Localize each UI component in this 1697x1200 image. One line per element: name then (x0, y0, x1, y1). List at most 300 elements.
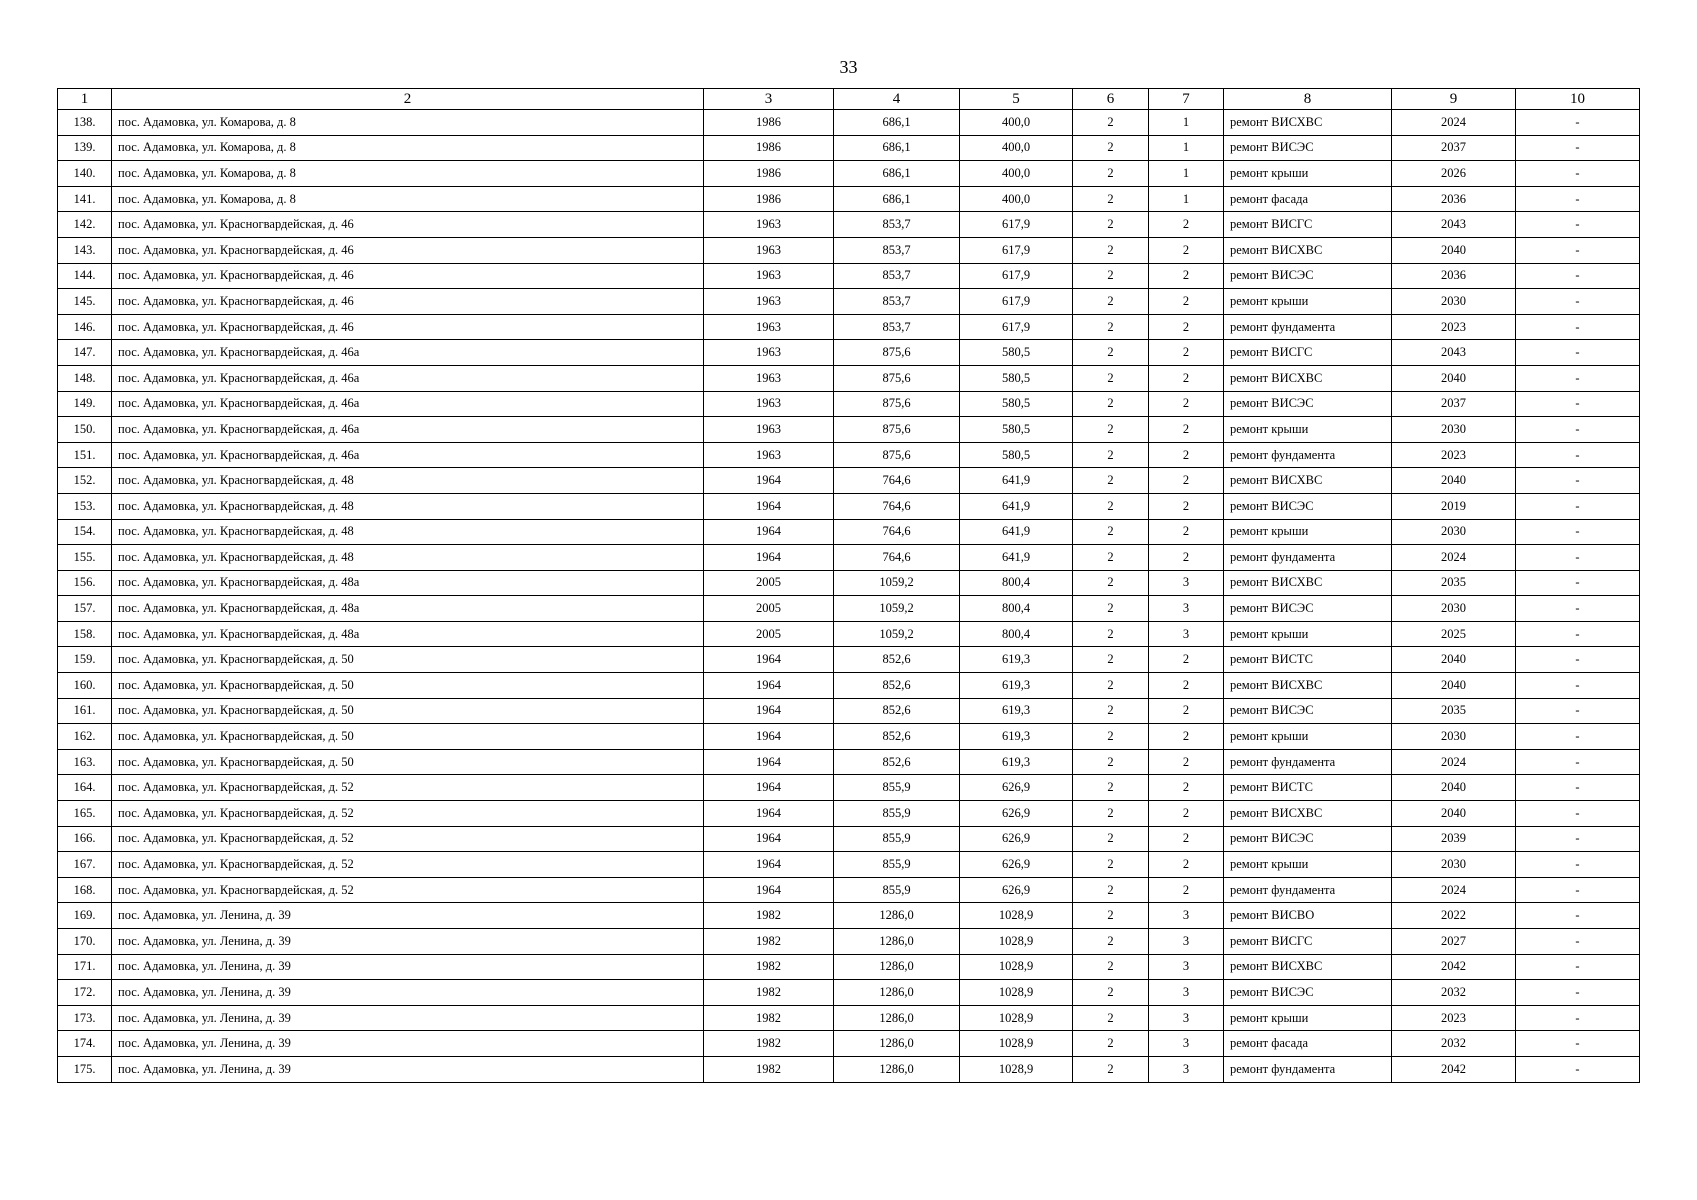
table-cell: пос. Адамовка, ул. Ленина, д. 39 (112, 903, 704, 929)
table-cell: 2040 (1392, 365, 1516, 391)
table-cell: - (1516, 596, 1640, 622)
table-cell: 2 (1149, 519, 1224, 545)
table-cell: 2 (1149, 826, 1224, 852)
table-cell: 2 (1073, 749, 1149, 775)
table-cell: 1028,9 (960, 1056, 1073, 1082)
table-cell: пос. Адамовка, ул. Ленина, д. 39 (112, 980, 704, 1006)
table-cell: 2040 (1392, 468, 1516, 494)
table-cell: 2 (1149, 314, 1224, 340)
table-cell: пос. Адамовка, ул. Красногвардейская, д. 50 (112, 724, 704, 750)
table-cell: 2 (1073, 442, 1149, 468)
table-cell: 2 (1073, 954, 1149, 980)
table-cell: 2 (1073, 263, 1149, 289)
table-header-row (58, 89, 1640, 110)
table-cell: пос. Адамовка, ул. Комарова, д. 8 (112, 161, 704, 187)
table-cell: 141. (58, 186, 112, 212)
table-row (58, 929, 1640, 955)
table-cell: - (1516, 110, 1640, 136)
table-cell: 1964 (704, 724, 834, 750)
table-cell: 617,9 (960, 237, 1073, 263)
table-cell: 617,9 (960, 263, 1073, 289)
table-row (58, 801, 1640, 827)
table-cell: - (1516, 929, 1640, 955)
table-cell: 641,9 (960, 493, 1073, 519)
table-cell: 1963 (704, 391, 834, 417)
table-cell: 1 (1149, 110, 1224, 136)
table-cell: пос. Адамовка, ул. Красногвардейская, д. 48а (112, 570, 704, 596)
table-cell: 764,6 (834, 468, 960, 494)
table-cell: 2040 (1392, 237, 1516, 263)
table-cell: 1963 (704, 365, 834, 391)
table-cell: 580,5 (960, 340, 1073, 366)
table-cell: пос. Адамовка, ул. Красногвардейская, д. 46 (112, 237, 704, 263)
table-cell: 1986 (704, 110, 834, 136)
column-header: 5 (960, 89, 1073, 110)
table-row (58, 1056, 1640, 1082)
table-cell: 855,9 (834, 826, 960, 852)
table-cell: 170. (58, 929, 112, 955)
column-header: 3 (704, 89, 834, 110)
table-cell: 1059,2 (834, 570, 960, 596)
table-cell: 852,6 (834, 698, 960, 724)
table-row (58, 877, 1640, 903)
table-row (58, 1005, 1640, 1031)
table-cell: пос. Адамовка, ул. Ленина, д. 39 (112, 954, 704, 980)
table-cell: 2 (1149, 289, 1224, 315)
table-cell: 1982 (704, 1056, 834, 1082)
table-cell: 852,6 (834, 647, 960, 673)
table-cell: 617,9 (960, 289, 1073, 315)
table-cell: 2025 (1392, 621, 1516, 647)
table-cell: 2 (1149, 545, 1224, 571)
table-cell: пос. Адамовка, ул. Красногвардейская, д. 48 (112, 519, 704, 545)
table-cell: 853,7 (834, 237, 960, 263)
table-cell: 164. (58, 775, 112, 801)
table-cell: 580,5 (960, 417, 1073, 443)
table-cell: ремонт ВИСГС (1224, 212, 1392, 238)
table-cell: 2024 (1392, 749, 1516, 775)
table-cell: пос. Адамовка, ул. Красногвардейская, д. 48 (112, 545, 704, 571)
table-cell: ремонт ВИСТС (1224, 775, 1392, 801)
table-cell: 1028,9 (960, 929, 1073, 955)
table-cell: 151. (58, 442, 112, 468)
table-cell: 2037 (1392, 391, 1516, 417)
table-cell: 1982 (704, 980, 834, 1006)
table-row (58, 621, 1640, 647)
table-cell: 2 (1073, 493, 1149, 519)
table-cell: 2 (1149, 775, 1224, 801)
table-cell: 2 (1149, 391, 1224, 417)
table-cell: пос. Адамовка, ул. Ленина, д. 39 (112, 1005, 704, 1031)
table-row (58, 161, 1640, 187)
table-cell: 1963 (704, 314, 834, 340)
table-cell: 2043 (1392, 340, 1516, 366)
table-cell: 1059,2 (834, 621, 960, 647)
table-cell: 3 (1149, 596, 1224, 622)
table-cell: - (1516, 314, 1640, 340)
table-cell: 2 (1073, 852, 1149, 878)
table-cell: 619,3 (960, 724, 1073, 750)
table-cell: 1963 (704, 212, 834, 238)
table-cell: 2043 (1392, 212, 1516, 238)
table-cell: 167. (58, 852, 112, 878)
table-cell: 2 (1073, 340, 1149, 366)
table-cell: 2005 (704, 570, 834, 596)
table-row (58, 442, 1640, 468)
column-header: 4 (834, 89, 960, 110)
table-row (58, 698, 1640, 724)
table-cell: - (1516, 442, 1640, 468)
table-cell: пос. Адамовка, ул. Красногвардейская, д. 50 (112, 749, 704, 775)
table-cell: 2 (1073, 775, 1149, 801)
table-cell: - (1516, 1056, 1640, 1082)
table-cell: ремонт фундамента (1224, 749, 1392, 775)
table-row (58, 468, 1640, 494)
table-cell: - (1516, 365, 1640, 391)
table-cell: 853,7 (834, 289, 960, 315)
table-cell: 1986 (704, 186, 834, 212)
table-cell: 800,4 (960, 621, 1073, 647)
table-cell: 626,9 (960, 801, 1073, 827)
table-cell: 580,5 (960, 365, 1073, 391)
table-row (58, 237, 1640, 263)
table-cell: пос. Адамовка, ул. Красногвардейская, д. 52 (112, 775, 704, 801)
table-cell: - (1516, 468, 1640, 494)
table-cell: 626,9 (960, 852, 1073, 878)
table-cell: 1964 (704, 493, 834, 519)
table-cell: 855,9 (834, 775, 960, 801)
table-cell: 2 (1073, 903, 1149, 929)
table-cell: пос. Адамовка, ул. Красногвардейская, д. 48а (112, 621, 704, 647)
table-cell: 686,1 (834, 186, 960, 212)
table-cell: 2 (1073, 647, 1149, 673)
column-header: 2 (112, 89, 704, 110)
table-cell: 3 (1149, 1031, 1224, 1057)
table-cell: ремонт ВИСГС (1224, 340, 1392, 366)
table-body (58, 110, 1640, 1083)
page-number: 33 (839, 57, 858, 77)
table-cell: 158. (58, 621, 112, 647)
table-cell: 3 (1149, 570, 1224, 596)
column-header: 1 (58, 89, 112, 110)
table-cell: 3 (1149, 1056, 1224, 1082)
table-cell: 2 (1149, 263, 1224, 289)
table-cell: ремонт крыши (1224, 161, 1392, 187)
table-cell: 3 (1149, 1005, 1224, 1031)
table-cell: - (1516, 1031, 1640, 1057)
table-cell: 2 (1149, 724, 1224, 750)
table-cell: - (1516, 570, 1640, 596)
table-cell: - (1516, 903, 1640, 929)
table-cell: 626,9 (960, 775, 1073, 801)
table-cell: 2 (1073, 237, 1149, 263)
table-cell: 2024 (1392, 110, 1516, 136)
table-row (58, 519, 1640, 545)
table-cell: 1964 (704, 852, 834, 878)
table-cell: - (1516, 801, 1640, 827)
table-row (58, 289, 1640, 315)
table-cell: пос. Адамовка, ул. Красногвардейская, д. 50 (112, 698, 704, 724)
table-cell: 875,6 (834, 442, 960, 468)
table-cell: 166. (58, 826, 112, 852)
table-cell: пос. Адамовка, ул. Красногвардейская, д. 52 (112, 852, 704, 878)
table-cell: 2 (1073, 596, 1149, 622)
table-cell: пос. Адамовка, ул. Ленина, д. 39 (112, 1031, 704, 1057)
table-cell: 2040 (1392, 673, 1516, 699)
table-row (58, 110, 1640, 136)
table-cell: - (1516, 775, 1640, 801)
table-cell: 163. (58, 749, 112, 775)
table-cell: 2 (1073, 724, 1149, 750)
table-cell: 148. (58, 365, 112, 391)
table-cell: 1986 (704, 135, 834, 161)
table-cell: 2030 (1392, 724, 1516, 750)
table-cell: 155. (58, 545, 112, 571)
table-cell: ремонт ВИСХВС (1224, 801, 1392, 827)
table-cell: 159. (58, 647, 112, 673)
table-cell: 1028,9 (960, 1005, 1073, 1031)
table-cell: ремонт ВИСХВС (1224, 954, 1392, 980)
table-cell: 154. (58, 519, 112, 545)
table-cell: 2042 (1392, 1056, 1516, 1082)
table-cell: пос. Адамовка, ул. Ленина, д. 39 (112, 929, 704, 955)
table-row (58, 493, 1640, 519)
table-cell: 1028,9 (960, 954, 1073, 980)
table-cell: 152. (58, 468, 112, 494)
table-cell: пос. Адамовка, ул. Красногвардейская, д. 50 (112, 647, 704, 673)
table-row (58, 775, 1640, 801)
table-cell: 1059,2 (834, 596, 960, 622)
table-cell: - (1516, 749, 1640, 775)
table-cell: 875,6 (834, 417, 960, 443)
table-row (58, 135, 1640, 161)
table-cell: - (1516, 698, 1640, 724)
table-cell: 2040 (1392, 647, 1516, 673)
table-cell: ремонт ВИСЭС (1224, 826, 1392, 852)
table-cell: 2040 (1392, 775, 1516, 801)
table-cell: 580,5 (960, 391, 1073, 417)
table-row (58, 724, 1640, 750)
table-cell: 1286,0 (834, 954, 960, 980)
table-cell: 2022 (1392, 903, 1516, 929)
table-cell: пос. Адамовка, ул. Красногвардейская, д. 46а (112, 365, 704, 391)
table-cell: 2 (1149, 852, 1224, 878)
table-cell: 2019 (1392, 493, 1516, 519)
table-cell: 2 (1149, 801, 1224, 827)
table-cell: пос. Адамовка, ул. Красногвардейская, д. 48а (112, 596, 704, 622)
table-cell: 2024 (1392, 545, 1516, 571)
table-cell: 2023 (1392, 442, 1516, 468)
table-cell: 875,6 (834, 391, 960, 417)
table-row (58, 749, 1640, 775)
table-row (58, 980, 1640, 1006)
table-cell: 162. (58, 724, 112, 750)
table-cell: 138. (58, 110, 112, 136)
table-cell: 157. (58, 596, 112, 622)
table-cell: 1 (1149, 135, 1224, 161)
table-cell: 1964 (704, 749, 834, 775)
table-cell: 2 (1073, 186, 1149, 212)
table-cell: 2 (1149, 237, 1224, 263)
table-cell: 2 (1073, 365, 1149, 391)
table-cell: 2023 (1392, 314, 1516, 340)
table-cell: 875,6 (834, 340, 960, 366)
table-cell: 853,7 (834, 263, 960, 289)
table-cell: ремонт ВИСЭС (1224, 493, 1392, 519)
table-cell: ремонт ВИСЭС (1224, 596, 1392, 622)
table-cell: 3 (1149, 929, 1224, 955)
table-cell: 2032 (1392, 1031, 1516, 1057)
table-cell: 144. (58, 263, 112, 289)
table-cell: - (1516, 673, 1640, 699)
table-cell: 3 (1149, 621, 1224, 647)
table-cell: 852,6 (834, 749, 960, 775)
table-cell: пос. Адамовка, ул. Красногвардейская, д. 48 (112, 468, 704, 494)
table-cell: 2 (1149, 212, 1224, 238)
table-cell: 2030 (1392, 289, 1516, 315)
table-cell: пос. Адамовка, ул. Красногвардейская, д. 52 (112, 877, 704, 903)
table-cell: 686,1 (834, 135, 960, 161)
table-cell: 2 (1073, 135, 1149, 161)
table-cell: пос. Адамовка, ул. Красногвардейская, д. 46а (112, 340, 704, 366)
table-cell: - (1516, 1005, 1640, 1031)
table-cell: 1286,0 (834, 980, 960, 1006)
table-cell: 2024 (1392, 877, 1516, 903)
table-cell: 2 (1149, 442, 1224, 468)
table-cell: 2039 (1392, 826, 1516, 852)
table-cell: ремонт крыши (1224, 417, 1392, 443)
table-cell: 800,4 (960, 570, 1073, 596)
table-cell: 686,1 (834, 110, 960, 136)
table-cell: 2 (1073, 980, 1149, 1006)
table-cell: ремонт ВИСЭС (1224, 135, 1392, 161)
table-cell: 875,6 (834, 365, 960, 391)
table-cell: - (1516, 289, 1640, 315)
table-cell: 1963 (704, 237, 834, 263)
table-cell: 1286,0 (834, 903, 960, 929)
table-cell: 160. (58, 673, 112, 699)
table-cell: пос. Адамовка, ул. Красногвардейская, д. 46 (112, 263, 704, 289)
table-cell: 2 (1149, 340, 1224, 366)
table-cell: пос. Адамовка, ул. Красногвардейская, д. 52 (112, 826, 704, 852)
table-cell: ремонт ВИСХВС (1224, 110, 1392, 136)
table-cell: 1028,9 (960, 1031, 1073, 1057)
table-cell: 174. (58, 1031, 112, 1057)
table-cell: - (1516, 186, 1640, 212)
table-cell: пос. Адамовка, ул. Красногвардейская, д. 46а (112, 417, 704, 443)
table-cell: 142. (58, 212, 112, 238)
table-cell: 1964 (704, 673, 834, 699)
table-cell: 2 (1073, 468, 1149, 494)
table-cell: 2 (1073, 929, 1149, 955)
table-row (58, 365, 1640, 391)
table-row (58, 340, 1640, 366)
table-cell: 150. (58, 417, 112, 443)
table-cell: 580,5 (960, 442, 1073, 468)
table-cell: 1964 (704, 775, 834, 801)
table-cell: 400,0 (960, 161, 1073, 187)
table-cell: 641,9 (960, 468, 1073, 494)
table-row (58, 545, 1640, 571)
table-cell: ремонт фундамента (1224, 1056, 1392, 1082)
table-cell: - (1516, 545, 1640, 571)
table-cell: 2 (1073, 621, 1149, 647)
table-cell: 1 (1149, 186, 1224, 212)
table-cell: 2 (1073, 1005, 1149, 1031)
table-cell: 1 (1149, 161, 1224, 187)
table-cell: 1982 (704, 1005, 834, 1031)
table-cell: ремонт ВИСЭС (1224, 391, 1392, 417)
table-cell: 3 (1149, 980, 1224, 1006)
table-cell: ремонт крыши (1224, 1005, 1392, 1031)
table-cell: 400,0 (960, 186, 1073, 212)
table-cell: 1963 (704, 340, 834, 366)
table-cell: 2030 (1392, 596, 1516, 622)
table-cell: 855,9 (834, 852, 960, 878)
table-cell: 2 (1073, 314, 1149, 340)
table-cell: 2 (1073, 289, 1149, 315)
table-cell: ремонт ВИСХВС (1224, 673, 1392, 699)
table-cell: 139. (58, 135, 112, 161)
table-cell: ремонт фундамента (1224, 545, 1392, 571)
table-cell: пос. Адамовка, ул. Красногвардейская, д. 52 (112, 801, 704, 827)
table-cell: пос. Адамовка, ул. Комарова, д. 8 (112, 186, 704, 212)
table-cell: 2 (1149, 698, 1224, 724)
column-header: 8 (1224, 89, 1392, 110)
table-cell: 156. (58, 570, 112, 596)
table-cell: 855,9 (834, 801, 960, 827)
column-header: 9 (1392, 89, 1516, 110)
table-cell: 764,6 (834, 519, 960, 545)
table-cell: пос. Адамовка, ул. Ленина, д. 39 (112, 1056, 704, 1082)
table-cell: 2 (1073, 1056, 1149, 1082)
table-cell: 147. (58, 340, 112, 366)
table-cell: 2040 (1392, 801, 1516, 827)
table-cell: 169. (58, 903, 112, 929)
table-cell: пос. Адамовка, ул. Красногвардейская, д. 46 (112, 314, 704, 340)
table-cell: 764,6 (834, 545, 960, 571)
table-cell: пос. Адамовка, ул. Комарова, д. 8 (112, 110, 704, 136)
table-cell: - (1516, 263, 1640, 289)
table-cell: 2 (1073, 570, 1149, 596)
table-cell: ремонт фундамента (1224, 442, 1392, 468)
table-row (58, 570, 1640, 596)
table-cell: 1964 (704, 545, 834, 571)
table-cell: 1963 (704, 289, 834, 315)
table-cell: - (1516, 237, 1640, 263)
column-header: 7 (1149, 89, 1224, 110)
table-cell: 686,1 (834, 161, 960, 187)
table-cell: 171. (58, 954, 112, 980)
table-cell: - (1516, 135, 1640, 161)
table-cell: 1986 (704, 161, 834, 187)
table-row (58, 596, 1640, 622)
table-row (58, 903, 1640, 929)
table-cell: ремонт ВИСТС (1224, 647, 1392, 673)
table-cell: 2 (1149, 365, 1224, 391)
table-row (58, 852, 1640, 878)
table-cell: 1286,0 (834, 1056, 960, 1082)
table-cell: 1964 (704, 826, 834, 852)
table-cell: 2030 (1392, 417, 1516, 443)
table-cell: 2023 (1392, 1005, 1516, 1031)
table-cell: 2027 (1392, 929, 1516, 955)
table-cell: 852,6 (834, 673, 960, 699)
table-cell: - (1516, 954, 1640, 980)
table-cell: 145. (58, 289, 112, 315)
table-row (58, 263, 1640, 289)
table-cell: 2035 (1392, 570, 1516, 596)
